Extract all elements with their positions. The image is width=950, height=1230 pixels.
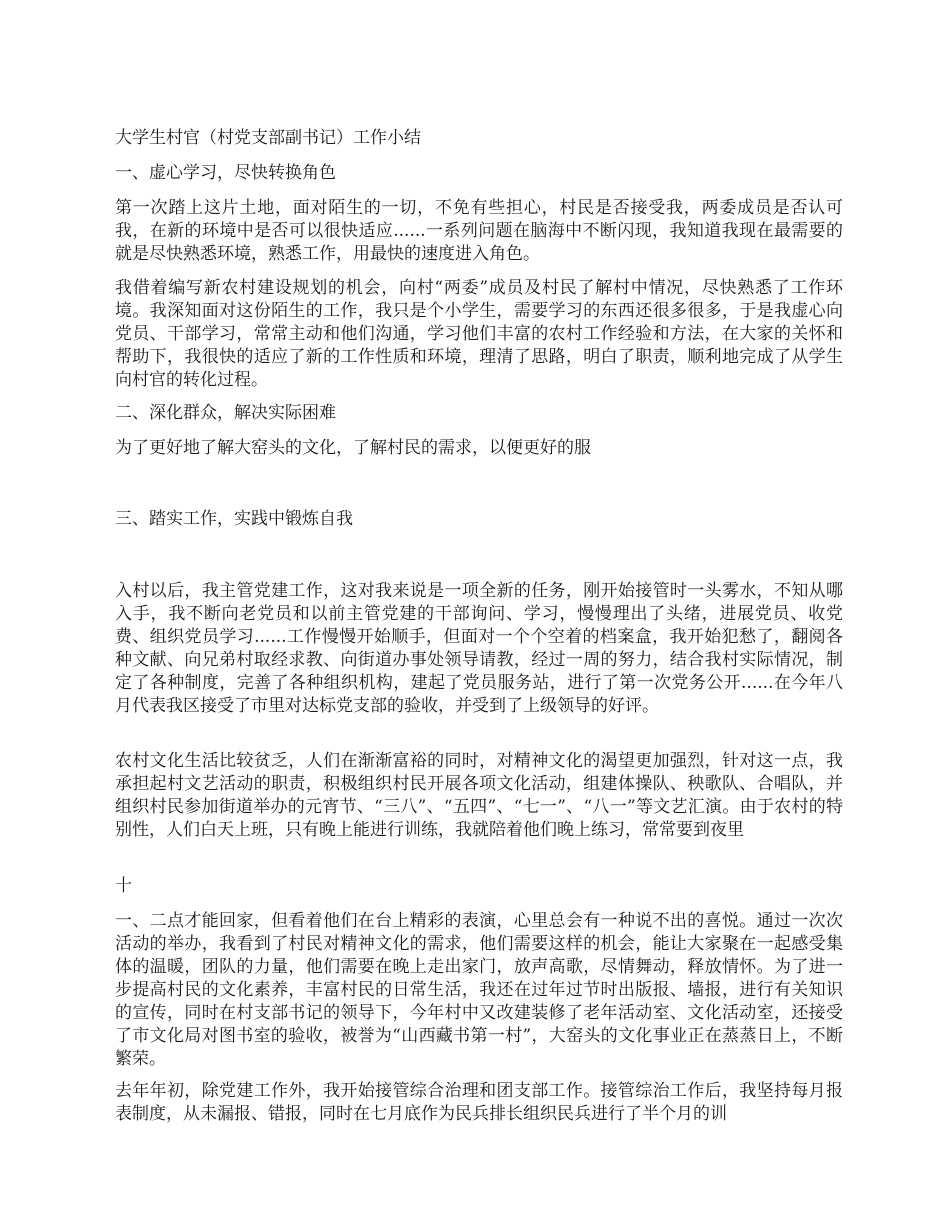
paragraph-7: 一、二点才能回家，但看着他们在台上精彩的表演，心里总会有一种说不出的喜悦。通过一次次活动的举办，我看到了村民对精神文化的需求，他们需要这样的机会，能让大家聚在一起感受集体的温暖，团队的力量，他们需要在晚上走出家门，放声高歌，尽情舞动，释放情怀。为了进一步提高村民的文化素养，丰富村民的日常生活，我还在过年过节时出版报、墙报，进行有关知识的宣传，同时在村支部书记的领导下，今年村中又改建装修了老年活动室、文化活动室，还接受了市文化局对图书室的验收，被誉为“山西藏书第一村”，大窑头的文化事业正在蒸蒸日上，不断繁荣。 (115, 911, 843, 1069)
section-heading-3: 三、踏实工作，实践中锻炼自我 (115, 509, 353, 529)
paragraph-1: 第一次踏上这片土地，面对陌生的一切，不免有些担心，村民是否接受我，两委成员是否认可我，在新的环境中是否可以很快适应......一系列问题在脑海中不断闪现，我知道我现在最需要的就是尽快熟悉环境，熟悉工作，用最快的速度进入角色。 (115, 198, 843, 264)
document-title: 大学生村官（村党支部副书记）工作小结 (115, 128, 421, 148)
section-heading-2: 二、深化群众，解决实际困难 (115, 403, 336, 423)
paragraph-4: 入村以后，我主管党建工作，这对我来说是一项全新的任务，刚开始接管时一头雾水，不知从哪入手，我不断向老党员和以前主管党建的干部询问、学习，慢慢理出了头绪，进展党员、收党费、组织党员学习......工作慢慢开始顺手，但面对一个个空着的档案盒，我开始犯愁了，翻阅各种文献、向兄弟村取经求教、向街道办事处领导请教，经过一周的努力，结合我村实际情况，制定了各种制度，完善了各种组织机构，建起了党员服务站，进行了第一次党务公开......在今年八月代表我区接受了市里对达标党支部的验收，并受到了上级领导的好评。 (115, 581, 843, 716)
paragraph-8: 去年年初，除党建工作外，我开始接管综合治理和团支部工作。接管综治工作后，我坚持每月报表制度，从未漏报、错报，同时在七月底作为民兵排长组织民兵进行了半个月的训 (115, 1081, 843, 1124)
paragraph-6: 十 (115, 876, 132, 896)
paragraph-2: 我借着编写新农村建设规划的机会，向村“两委”成员及村民了解村中情况，尽快熟悉了工作环境。我深知面对这份陌生的工作，我只是个小学生，需要学习的东西还很多很多，于是我虚心向党员、干部学习，常常主动和他们沟通，学习他们丰富的农村工作经验和方法，在大家的关怀和帮助下，我很快的适应了新的工作性质和环境，理清了思路，明白了职责，顺利地完成了从学生向村官的转化过程。 (115, 278, 843, 390)
paragraph-5: 农村文化生活比较贫乏，人们在渐渐富裕的同时，对精神文化的渴望更加强烈，针对这一点，我承担起村文艺活动的职责，积极组织村民开展各项文化活动，组建体操队、秧歌队、合唱队，并组织村民参加街道举办的元宵节、“三八”、“五四”、“七一”、“八一”等文艺汇演。由于农村的特别性，人们白天上班，只有晚上能进行训练，我就陪着他们晚上练习，常常要到夜里 (115, 751, 843, 840)
paragraph-3: 为了更好地了解大窑头的文化，了解村民的需求，以便更好的服 (115, 438, 591, 458)
section-heading-1: 一、虚心学习，尽快转换角色 (115, 163, 336, 183)
